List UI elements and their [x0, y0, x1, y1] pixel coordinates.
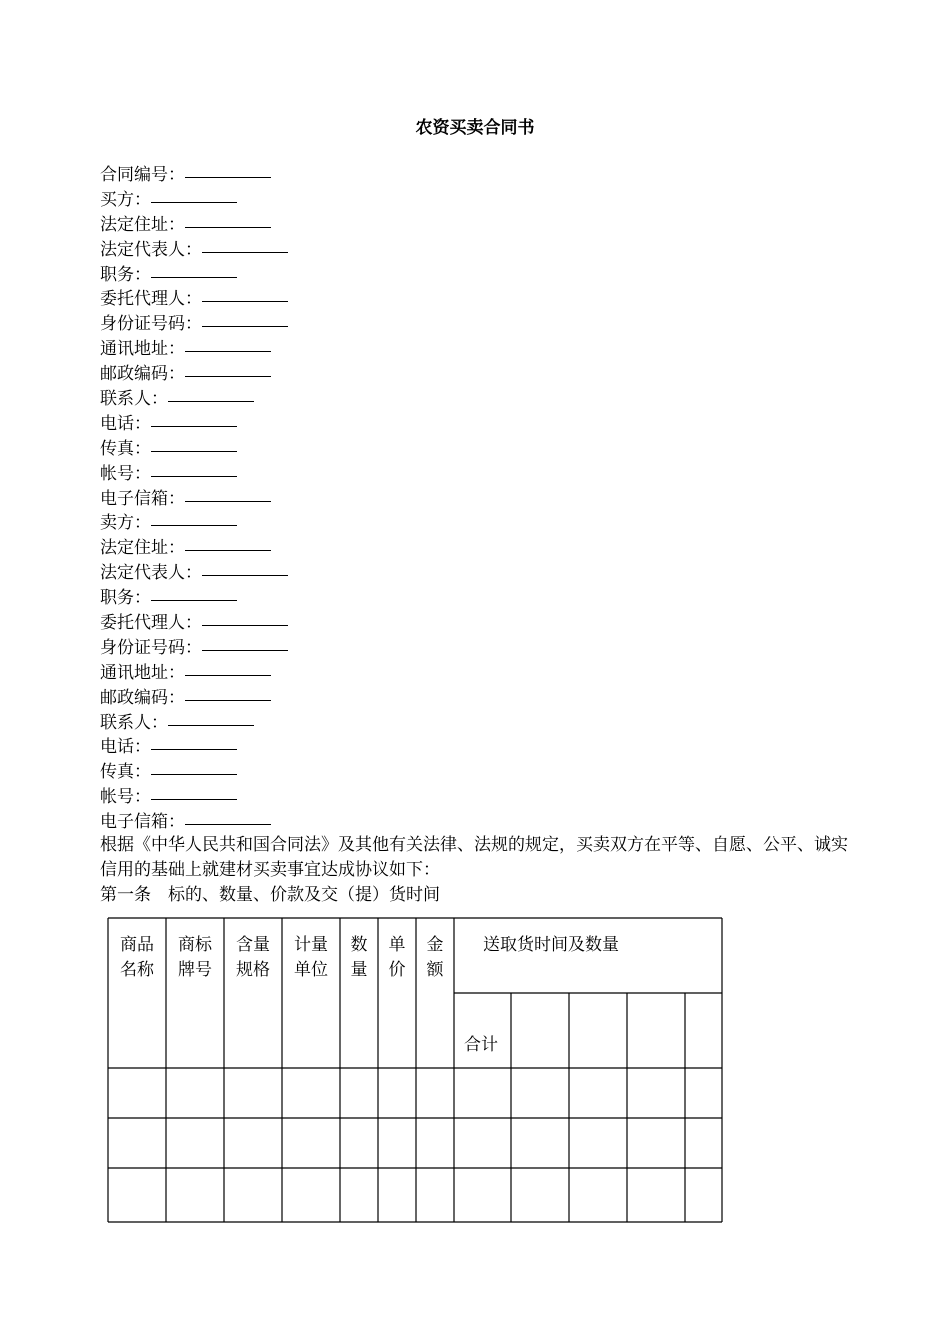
field-label: 电话： [100, 413, 151, 434]
column-header: 额 [426, 960, 444, 980]
field-label: 卖方： [100, 513, 151, 534]
field-label: 通讯地址： [100, 662, 185, 683]
total-label: 合计 [464, 1035, 498, 1055]
column-header: 商品 [120, 935, 154, 955]
field-label: 电子信箱： [100, 812, 185, 833]
field-label: 传真： [100, 438, 151, 459]
article-1-heading: 第一条 标的、数量、价款及交（提）货时间 [100, 885, 440, 905]
preamble-paragraph: 根据《中华人民共和国合同法》及其他有关法律、法规的规定，买卖双方在平等、自愿、公平、诚实信用的基础上就建材买卖事宜达成协议如下： [100, 835, 848, 880]
field-label: 职务： [100, 264, 151, 285]
column-header: 计量 [294, 935, 328, 955]
field-label: 买方： [100, 189, 151, 210]
field-label: 委托代理人： [100, 613, 202, 634]
field-label: 电话： [100, 737, 151, 758]
field-label: 法定代表人： [100, 239, 202, 260]
field-label: 法定住址： [100, 214, 185, 235]
field-label: 法定代表人： [100, 563, 202, 584]
delivery-header: 送取货时间及数量 [483, 935, 619, 955]
field-label: 电子信箱： [100, 488, 185, 509]
field-label: 联系人： [100, 389, 168, 410]
field-label: 身份证号码： [100, 637, 202, 658]
field-label: 传真： [100, 762, 151, 783]
field-label: 联系人： [100, 712, 168, 733]
column-header: 牌号 [178, 960, 212, 980]
column-header: 含量 [236, 935, 270, 955]
document-title: 农资买卖合同书 [415, 118, 535, 138]
field-label: 邮政编码： [100, 687, 185, 708]
column-header: 商标 [178, 935, 212, 955]
field-label: 合同编号： [100, 165, 185, 185]
field-label: 通讯地址： [100, 339, 185, 360]
column-header: 量 [350, 960, 368, 980]
column-header: 单 [388, 935, 406, 955]
field-label: 邮政编码： [100, 364, 185, 385]
field-label: 法定住址： [100, 538, 185, 559]
column-header: 金 [426, 935, 444, 955]
field-label: 身份证号码： [100, 314, 202, 335]
field-label: 职务： [100, 588, 151, 609]
column-header: 价 [388, 960, 406, 980]
column-header: 单位 [294, 960, 328, 980]
field-label: 帐号： [100, 787, 151, 808]
column-header: 数 [350, 935, 368, 955]
field-label: 帐号： [100, 463, 151, 484]
column-header: 名称 [120, 960, 154, 980]
table-text [120, 935, 619, 1055]
field-label: 委托代理人： [100, 289, 202, 310]
column-header: 规格 [236, 960, 270, 980]
